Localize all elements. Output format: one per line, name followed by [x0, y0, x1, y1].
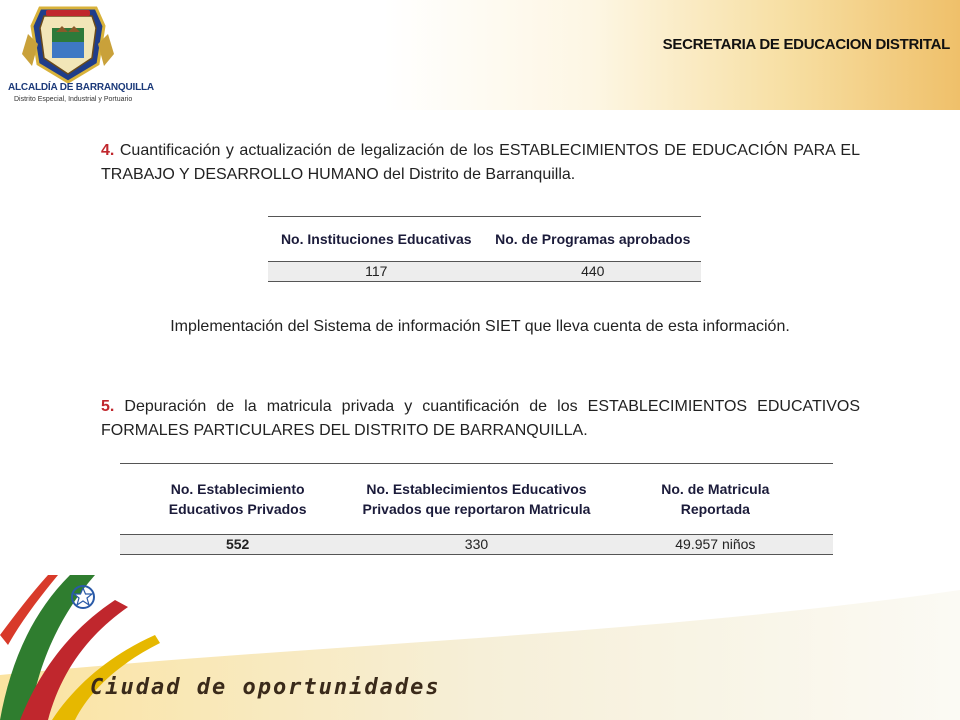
city-slogan: Ciudad de oportunidades — [90, 675, 441, 700]
footer-banner — [0, 575, 960, 720]
section-4-text: Cuantificación y actualización de legalización de los ESTABLECIMIENTOS DE EDUCACIÓN PARA EL TRABAJO Y DESARROLLO HUMANO del Distrito de Barranquilla. — [101, 142, 860, 183]
siet-note: Implementación del Sistema de información SIET que lleva cuenta de esta información. — [170, 318, 790, 335]
section-4-number: 4. — [101, 142, 115, 159]
table-header-cell: No. Establecimiento Educativos Privados — [120, 464, 355, 535]
table-header-cell: No. Establecimientos Educativos Privados que reportaron Matricula — [355, 464, 597, 535]
table-header-cell: No. de Programas aprobados — [485, 217, 702, 262]
table-cell: 49.957 niños — [598, 535, 833, 555]
table-cell: 552 — [120, 535, 355, 555]
section-5-text: Depuración de la matricula privada y cuantificación de los ESTABLECIMIENTOS EDUCATIVOS FORMALES PARTICULARES DEL DISTRITO DE BARRANQUILLA. — [101, 398, 860, 439]
logo-title: ALCALDÍA DE BARRANQUILLA — [8, 82, 154, 93]
logo-subtitle: Distrito Especial, Industrial y Portuario — [14, 96, 133, 103]
department-title: SECRETARIA DE EDUCACION DISTRITAL — [662, 36, 950, 53]
table-row — [120, 535, 833, 555]
section-5-number: 5. — [101, 398, 115, 415]
table-cell: 117 — [268, 262, 485, 282]
table-row — [268, 262, 701, 282]
section-5-paragraph — [101, 395, 860, 443]
table-header-row — [120, 464, 833, 535]
table-cell: 440 — [485, 262, 702, 282]
table-cell: 330 — [355, 535, 597, 555]
section-4-table — [268, 216, 701, 282]
section-4-paragraph — [101, 139, 860, 187]
page-header — [0, 0, 960, 110]
table-header-cell: No. Instituciones Educativas — [268, 217, 485, 262]
table-header-row — [268, 217, 701, 262]
table-header-cell: No. de Matricula Reportada — [598, 464, 833, 535]
section-5-table — [120, 463, 833, 555]
